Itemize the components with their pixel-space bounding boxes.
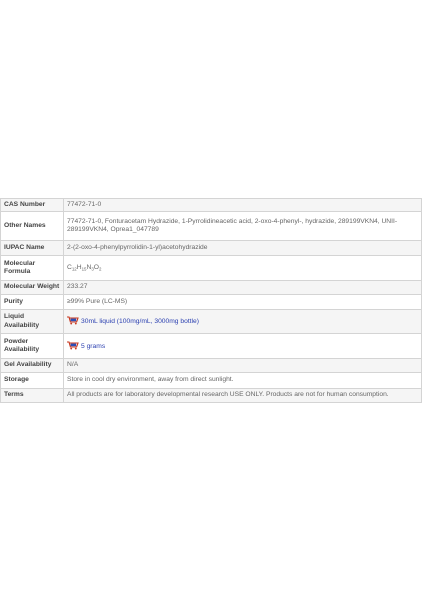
powder-value xyxy=(64,334,422,359)
iupac-value: 2-(2-oxo-4-phenylpyrrolidin-1-yl)acetohydrazide xyxy=(64,241,422,256)
cart-icon[interactable] xyxy=(67,316,79,325)
storage-label: Storage xyxy=(1,373,64,389)
powder-label-line1: Powder xyxy=(4,337,29,345)
formula-value xyxy=(64,256,422,281)
formula-label-line2: Formula xyxy=(4,268,31,275)
liquid-label-line2: Availability xyxy=(4,321,40,329)
other-names-row xyxy=(1,212,422,241)
powder-label-line2: Availability xyxy=(4,346,40,353)
formula-h-count: 15 xyxy=(81,266,87,272)
liquid-value xyxy=(64,310,422,334)
gel-value: N/A xyxy=(64,359,422,373)
storage-value: Store in cool dry environment, away from direct sunlight. xyxy=(64,373,422,389)
gel-label: Gel Availability xyxy=(1,359,64,373)
formula-o: O xyxy=(93,263,99,271)
liquid-label xyxy=(1,310,64,334)
purity-label: Purity xyxy=(1,295,64,310)
liquid-availability-link[interactable]: 30mL liquid (100mg/mL, 3000mg bottle) xyxy=(81,318,199,326)
formula-label-line1: Molecular xyxy=(4,259,36,267)
weight-row xyxy=(1,281,422,295)
formula-n: N xyxy=(86,263,92,271)
weight-value: 233.27 xyxy=(64,281,422,295)
iupac-row xyxy=(1,241,422,256)
formula-h: H xyxy=(76,263,82,271)
formula-c-count: 12 xyxy=(71,266,77,272)
formula-c: C xyxy=(67,263,72,271)
formula-n-count: 3 xyxy=(91,266,94,272)
liquid-label-line1: Liquid xyxy=(4,313,25,321)
powder-row xyxy=(1,334,422,359)
cas-row xyxy=(1,199,422,212)
liquid-row xyxy=(1,310,422,334)
product-spec-table xyxy=(0,198,422,403)
formula-label xyxy=(1,256,64,281)
powder-availability-link[interactable]: 5 grams xyxy=(81,342,106,350)
cas-label: CAS Number xyxy=(1,199,64,212)
powder-label xyxy=(1,334,64,359)
purity-row xyxy=(1,295,422,310)
terms-label: Terms xyxy=(1,389,64,403)
formula-o-count: 2 xyxy=(98,266,102,272)
cas-value: 77472-71-0 xyxy=(64,199,422,212)
weight-label: Molecular Weight xyxy=(1,281,64,295)
iupac-label: IUPAC Name xyxy=(1,241,64,256)
storage-row xyxy=(1,373,422,389)
terms-row xyxy=(1,389,422,403)
cart-icon[interactable] xyxy=(67,341,79,350)
terms-value: All products are for laboratory developmental research USE ONLY. Products are not for human consumption. xyxy=(64,389,422,403)
formula-row xyxy=(1,256,422,281)
gel-row xyxy=(1,359,422,373)
other-names-value: 77472-71-0, Fonturacetam Hydrazide, 1-Pyrrolidineacetic acid, 2-oxo-4-phenyl-, hydrazide, 289199VKN4, UNII-289199VKN4, Oprea1_047789 xyxy=(64,212,422,241)
other-names-label: Other Names xyxy=(1,212,64,241)
purity-value: ≥99% Pure (LC-MS) xyxy=(64,295,422,310)
